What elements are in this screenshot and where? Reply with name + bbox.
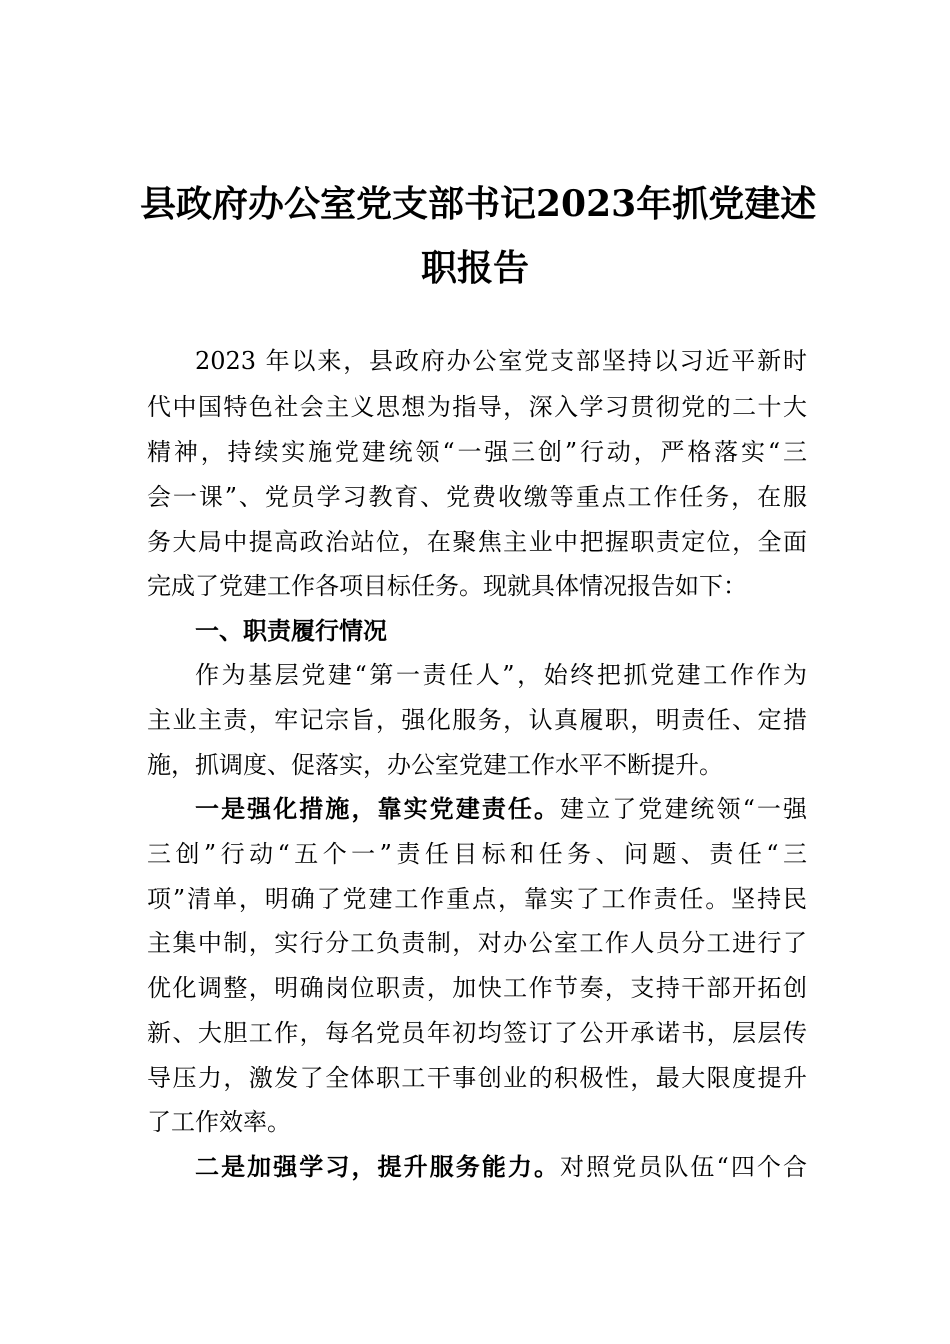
paragraph-3-line: 主集中制，实行分工负责制，对办公室工作人员分工进行了	[147, 929, 807, 957]
paragraph-4-first-line	[195, 1144, 807, 1190]
paragraph-3-first-line	[195, 786, 807, 832]
paragraph-3-line: 三创”行动“五个一”责任目标和任务、问题、责任“三	[147, 840, 807, 868]
document-title-line-2: 职报告	[420, 247, 529, 289]
paragraph-3-line: 项”清单，明确了党建工作重点，靠实了工作责任。坚持民	[147, 885, 807, 913]
paragraph-1-line: 2023 年以来，县政府办公室党支部坚持以习近平新时	[195, 347, 807, 375]
paragraph-3-line: 优化调整，明确岗位职责，加快工作节奏，支持干部开拓创	[147, 974, 807, 1002]
paragraph-1-line: 精神，持续实施党建统领“一强三创”行动，严格落实“三	[147, 438, 807, 466]
paragraph-1-line: 完成了党建工作各项目标任务。现就具体情况报告如下：	[147, 572, 747, 600]
paragraph-4-first-rest: 对照党员队伍“四个合	[560, 1153, 807, 1181]
paragraph-2-line: 作为基层党建“第一责任人”，始终把抓党建工作作为	[195, 661, 807, 689]
paragraph-1-line: 代中国特色社会主义思想为指导，深入学习贯彻党的二十大	[147, 393, 807, 421]
paragraph-1-line: 会一课”、党员学习教育、党费收缴等重点工作任务，在服	[147, 483, 807, 511]
section-heading: 一、职责履行情况	[195, 617, 387, 645]
document-title-line-1: 县政府办公室党支部书记2023年抓党建述	[140, 183, 817, 225]
paragraph-4-lead: 二是加强学习，提升服务能力。	[195, 1152, 561, 1181]
paragraph-1-line: 务大局中提高政治站位，在聚焦主业中把握职责定位，全面	[147, 528, 807, 556]
paragraph-3-line: 导压力，激发了全体职工干事创业的积极性，最大限度提升	[147, 1064, 807, 1092]
paragraph-3-line: 新、大胆工作，每名党员年初均签订了公开承诺书，层层传	[147, 1019, 807, 1047]
paragraph-2-line: 主业主责，牢记宗旨，强化服务，认真履职，明责任、定措	[147, 706, 807, 734]
paragraph-3-lead: 一是强化措施，靠实党建责任。	[195, 794, 561, 823]
paragraph-3-line: 了工作效率。	[147, 1108, 291, 1136]
paragraph-2-line: 施，抓调度、促落实，办公室党建工作水平不断提升。	[147, 751, 723, 779]
paragraph-3-first-rest: 建立了党建统领“一强	[560, 795, 807, 823]
